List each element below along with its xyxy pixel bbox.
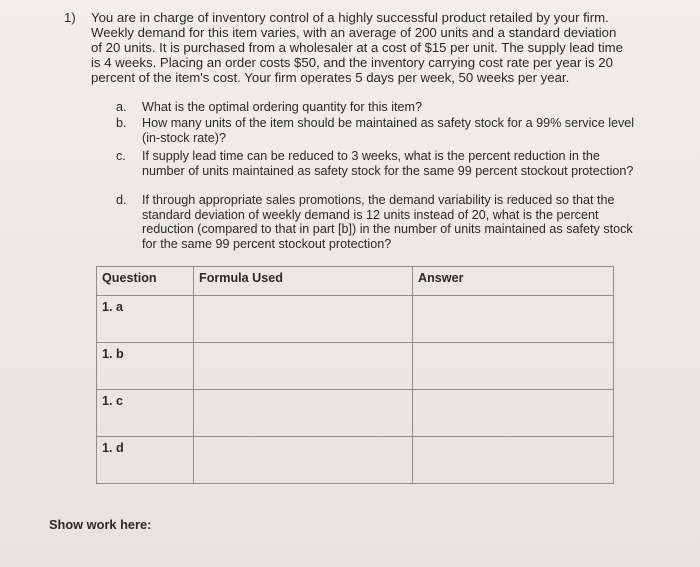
row-question-label: 1. a: [97, 296, 194, 343]
formula-cell[interactable]: [194, 390, 413, 437]
row-question-label: 1. b: [97, 343, 194, 390]
show-work-label: Show work here:: [49, 517, 152, 532]
part-b-text: How many units of the item should be maintained as safety stock for a 99% service level (in-stock rate)?: [142, 116, 635, 145]
part-c: [116, 149, 636, 178]
part-d-text: If through appropriate sales promotions, the demand variability is reduced so that the standard deviation of weekly demand is 12 units instead of 20, what is the percent reduction (compared to that in part [b]) in the number of units maintained as safety stock for the same 99 percent stockout protection?: [142, 193, 633, 251]
question-number: 1): [64, 10, 76, 25]
question-intro: [91, 10, 631, 85]
row-question-label: 1. c: [97, 390, 194, 437]
table-row: [97, 296, 614, 343]
header-answer: Answer: [413, 267, 614, 296]
answer-cell[interactable]: [413, 437, 614, 484]
table-row: [97, 437, 614, 484]
row-question-label: 1. d: [97, 437, 194, 484]
part-a-letter: a.: [116, 100, 127, 114]
part-a-text: What is the optimal ordering quantity for this item?: [142, 100, 422, 114]
part-d-letter: d.: [116, 193, 127, 207]
part-c-letter: c.: [116, 149, 126, 163]
formula-cell[interactable]: [194, 437, 413, 484]
part-a: [116, 100, 636, 115]
table-row: [97, 343, 614, 390]
answer-cell[interactable]: [413, 296, 614, 343]
header-formula: Formula Used: [194, 267, 413, 296]
answer-table-header: [97, 267, 614, 296]
question-intro-text: You are in charge of inventory control of a highly successful product retailed by your firm. Weekly demand for this item varies, with an average of 200 units and a standard deviation of 20 units. It is purchased from a wholesaler at a cost of $15 per unit. The supply lead time is 4 weeks. Placing an order costs $50, and the inventory carrying cost rate per year is 20 percent of the item's cost. Your firm operates 5 days per week, 50 weeks per year.: [91, 10, 623, 86]
answer-cell[interactable]: [413, 390, 614, 437]
part-b: [116, 116, 636, 145]
answer-table: [96, 266, 614, 484]
part-c-text: If supply lead time can be reduced to 3 weeks, what is the percent reduction in the number of units maintained as safety stock for the same 99 percent stockout protection?: [142, 149, 634, 178]
formula-cell[interactable]: [194, 296, 413, 343]
answer-cell[interactable]: [413, 343, 614, 390]
header-question: Question: [97, 267, 194, 296]
formula-cell[interactable]: [194, 343, 413, 390]
part-d: [116, 193, 636, 251]
table-row: [97, 390, 614, 437]
part-b-letter: b.: [116, 116, 127, 130]
